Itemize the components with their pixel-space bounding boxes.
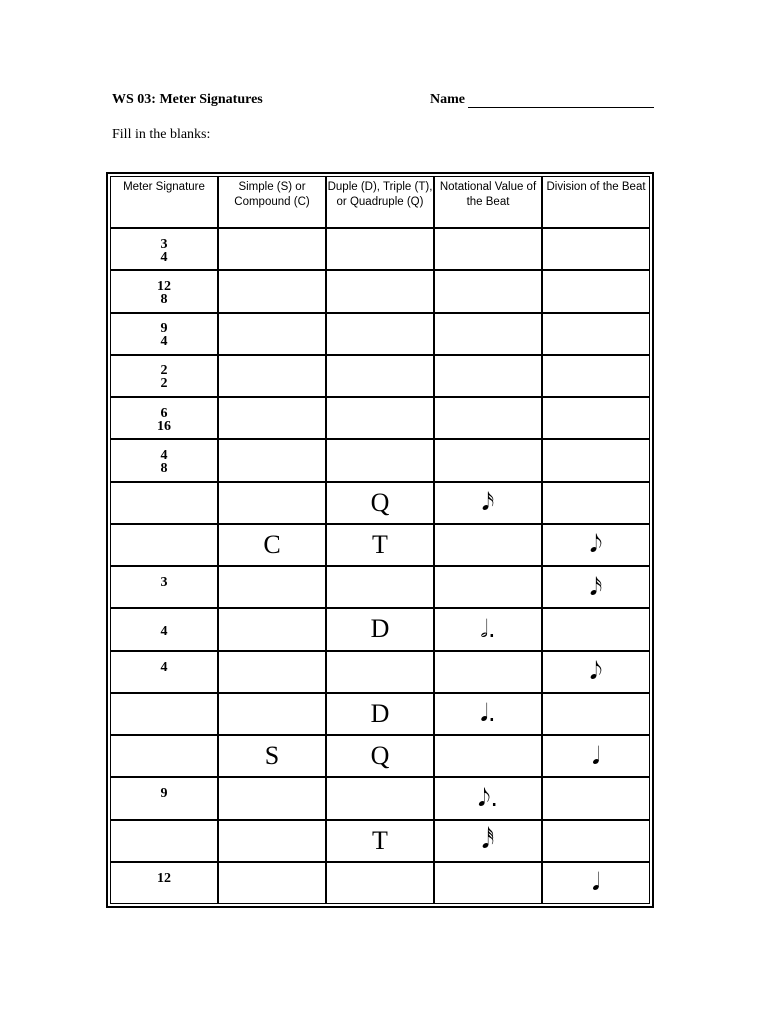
duple-triple-cell[interactable] xyxy=(326,482,434,524)
meter-signature-cell[interactable] xyxy=(110,608,218,650)
simple-compound-cell[interactable] xyxy=(218,820,326,862)
time-signature-bottom: 4 xyxy=(160,334,168,350)
simple-compound-cell[interactable] xyxy=(218,566,326,608)
time-signature-bottom: 2 xyxy=(160,376,168,392)
meter-signature-cell[interactable] xyxy=(110,524,218,566)
meter-table xyxy=(110,176,650,904)
duple-triple-cell[interactable] xyxy=(326,862,434,904)
table-row xyxy=(110,524,650,566)
time-signature-top: 9 xyxy=(160,321,168,337)
beat-division-cell[interactable] xyxy=(542,862,650,904)
time-signature-partial: 4 xyxy=(160,659,168,675)
meter-signature-cell[interactable] xyxy=(110,313,218,355)
beat-value-cell[interactable] xyxy=(434,693,542,735)
simple-compound-cell[interactable] xyxy=(218,651,326,693)
table-row xyxy=(110,862,650,904)
meter-signature-cell[interactable] xyxy=(110,693,218,735)
time-signature-top: 3 xyxy=(160,236,168,252)
duple-triple-cell[interactable] xyxy=(326,397,434,439)
thirty-second-note-icon: 𝅘𝅥𝅰 xyxy=(481,826,495,855)
table-row xyxy=(110,482,650,524)
time-signature-bottom: 8 xyxy=(160,291,168,307)
beat-grouping-answer: Q xyxy=(370,741,390,771)
time-signature-bottom: 4 xyxy=(160,249,168,265)
table-row xyxy=(110,777,650,819)
beat-division-cell[interactable] xyxy=(542,524,650,566)
beat-division-cell[interactable] xyxy=(542,270,650,312)
worksheet-table-frame xyxy=(106,172,654,908)
duple-triple-cell[interactable] xyxy=(326,735,434,777)
table-row xyxy=(110,397,650,439)
time-signature xyxy=(157,407,171,433)
quarter-note-icon: 𝅘𝅥 xyxy=(592,868,600,897)
table-row xyxy=(110,820,650,862)
duple-triple-cell[interactable] xyxy=(326,313,434,355)
name-field xyxy=(430,92,654,108)
beat-division-cell[interactable] xyxy=(542,228,650,270)
simple-compound-answer: S xyxy=(264,741,280,771)
simple-compound-cell[interactable] xyxy=(218,693,326,735)
table-row xyxy=(110,608,650,650)
meter-signature-cell[interactable] xyxy=(110,270,218,312)
time-signature-partial: 4 xyxy=(160,623,168,639)
duple-triple-cell[interactable] xyxy=(326,355,434,397)
beat-division-cell[interactable] xyxy=(542,313,650,355)
time-signature xyxy=(161,449,168,475)
beat-division-cell[interactable] xyxy=(542,482,650,524)
dotted-quarter-note-icon: 𝅘𝅥. xyxy=(480,699,496,728)
duple-triple-cell[interactable] xyxy=(326,439,434,481)
table-row xyxy=(110,693,650,735)
quarter-note-icon: 𝅘𝅥 xyxy=(592,741,600,770)
simple-compound-cell[interactable] xyxy=(218,439,326,481)
meter-signature-cell[interactable] xyxy=(110,228,218,270)
beat-value-cell[interactable] xyxy=(434,735,542,777)
beat-value-cell[interactable] xyxy=(434,439,542,481)
table-body xyxy=(110,228,650,904)
table-row xyxy=(110,270,650,312)
time-signature xyxy=(161,322,168,348)
time-signature-partial: 9 xyxy=(160,786,168,802)
table-row xyxy=(110,651,650,693)
beat-grouping-answer: T xyxy=(372,529,388,559)
beat-division-cell[interactable] xyxy=(542,651,650,693)
meter-signature-cell[interactable] xyxy=(110,397,218,439)
beat-grouping-answer: D xyxy=(370,614,390,644)
simple-compound-cell[interactable] xyxy=(218,735,326,777)
beat-division-cell[interactable] xyxy=(542,608,650,650)
simple-compound-cell[interactable] xyxy=(218,862,326,904)
duple-triple-cell[interactable] xyxy=(326,566,434,608)
beat-division-cell[interactable] xyxy=(542,566,650,608)
duple-triple-cell[interactable] xyxy=(326,608,434,650)
simple-compound-cell[interactable] xyxy=(218,777,326,819)
instructions: Fill in the blanks: xyxy=(112,127,211,142)
meter-signature-cell[interactable] xyxy=(110,355,218,397)
meter-signature-cell[interactable] xyxy=(110,651,218,693)
beat-value-cell[interactable] xyxy=(434,524,542,566)
beat-value-cell[interactable] xyxy=(434,608,542,650)
simple-compound-cell[interactable] xyxy=(218,397,326,439)
time-signature-partial: 12 xyxy=(157,870,171,886)
beat-division-cell[interactable] xyxy=(542,777,650,819)
duple-triple-cell[interactable] xyxy=(326,651,434,693)
time-signature-top: 6 xyxy=(160,405,168,421)
beat-value-cell[interactable] xyxy=(434,313,542,355)
duple-triple-cell[interactable] xyxy=(326,820,434,862)
simple-compound-cell[interactable] xyxy=(218,313,326,355)
sixteenth-note-icon: 𝅘𝅥𝅯 xyxy=(481,488,495,517)
time-signature-top: 12 xyxy=(157,278,171,294)
eighth-note-icon: 𝅘𝅥𝅮 xyxy=(589,530,603,559)
meter-signature-cell[interactable] xyxy=(110,439,218,481)
beat-division-cell[interactable] xyxy=(542,693,650,735)
beat-value-cell[interactable] xyxy=(434,228,542,270)
time-signature xyxy=(161,364,168,390)
beat-value-cell[interactable] xyxy=(434,355,542,397)
beat-value-cell[interactable] xyxy=(434,270,542,312)
meter-signature-cell[interactable] xyxy=(110,566,218,608)
beat-division-cell[interactable] xyxy=(542,355,650,397)
simple-compound-cell[interactable] xyxy=(218,270,326,312)
beat-grouping-answer: T xyxy=(372,825,388,855)
time-signature xyxy=(157,280,171,306)
worksheet-title: WS 03: Meter Signatures xyxy=(112,92,263,107)
beat-value-cell[interactable] xyxy=(434,651,542,693)
duple-triple-cell[interactable] xyxy=(326,270,434,312)
duple-triple-cell[interactable] xyxy=(326,228,434,270)
simple-compound-cell[interactable] xyxy=(218,608,326,650)
table-row xyxy=(110,735,650,777)
table-row xyxy=(110,228,650,270)
table-header-row xyxy=(110,176,650,228)
simple-compound-answer: C xyxy=(263,529,281,559)
table-row xyxy=(110,566,650,608)
time-signature-bottom: 8 xyxy=(160,460,168,476)
beat-value-cell[interactable] xyxy=(434,397,542,439)
time-signature-top: 4 xyxy=(160,447,168,463)
name-blank-line[interactable] xyxy=(468,93,654,108)
time-signature xyxy=(161,238,168,264)
table-row xyxy=(110,355,650,397)
meter-signature-cell[interactable] xyxy=(110,777,218,819)
beat-division-cell[interactable] xyxy=(542,397,650,439)
beat-grouping-answer: Q xyxy=(370,487,390,517)
meter-signature-cell[interactable] xyxy=(110,820,218,862)
beat-grouping-answer: D xyxy=(370,698,390,728)
sixteenth-note-icon: 𝅘𝅥𝅯 xyxy=(589,572,603,601)
col-header-beat-value: Notational Value of the Beat xyxy=(434,176,542,228)
beat-value-cell[interactable] xyxy=(434,820,542,862)
dotted-eighth-note-icon: 𝅘𝅥𝅮. xyxy=(477,783,499,812)
time-signature-bottom: 16 xyxy=(157,418,171,434)
col-header-meter: Meter Signature xyxy=(110,176,218,228)
simple-compound-cell[interactable] xyxy=(218,355,326,397)
table-row xyxy=(110,439,650,481)
duple-triple-cell[interactable] xyxy=(326,777,434,819)
simple-compound-cell[interactable] xyxy=(218,482,326,524)
beat-value-cell[interactable] xyxy=(434,566,542,608)
name-label: Name xyxy=(430,92,465,107)
simple-compound-cell[interactable] xyxy=(218,228,326,270)
beat-division-cell[interactable] xyxy=(542,735,650,777)
beat-value-cell[interactable] xyxy=(434,482,542,524)
dotted-half-note-icon: 𝅗𝅥. xyxy=(480,614,496,643)
duple-triple-cell[interactable] xyxy=(326,524,434,566)
eighth-note-icon: 𝅘𝅥𝅮 xyxy=(589,657,603,686)
time-signature-partial: 3 xyxy=(160,575,168,590)
beat-division-cell[interactable] xyxy=(542,439,650,481)
simple-compound-cell[interactable] xyxy=(218,524,326,566)
col-header-duple-triple: Duple (D), Triple (T), or Quadruple (Q) xyxy=(326,176,434,228)
table-row xyxy=(110,313,650,355)
col-header-simple-compound: Simple (S) or Compound (C) xyxy=(218,176,326,228)
beat-value-cell[interactable] xyxy=(434,862,542,904)
duple-triple-cell[interactable] xyxy=(326,693,434,735)
beat-value-cell[interactable] xyxy=(434,777,542,819)
time-signature-top: 2 xyxy=(160,363,168,379)
col-header-beat-division: Division of the Beat xyxy=(542,176,650,228)
meter-signature-cell[interactable] xyxy=(110,482,218,524)
beat-division-cell[interactable] xyxy=(542,820,650,862)
meter-signature-cell[interactable] xyxy=(110,735,218,777)
meter-signature-cell[interactable] xyxy=(110,862,218,904)
